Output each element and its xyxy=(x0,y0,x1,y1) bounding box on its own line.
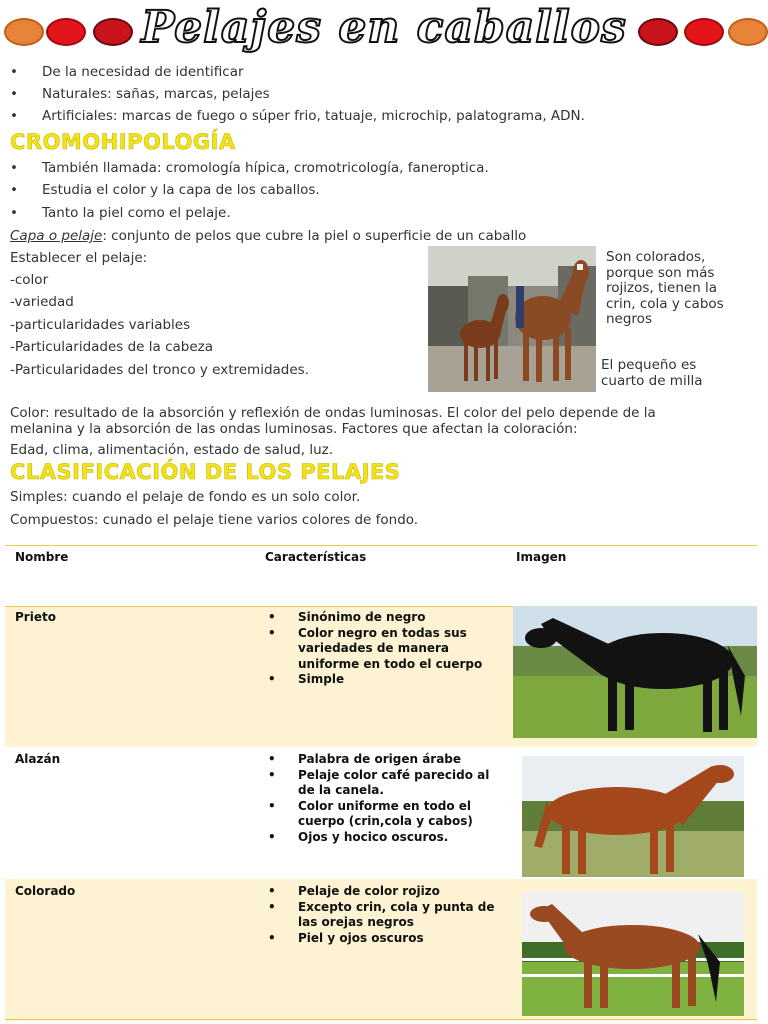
caption-line: rojizos, tienen la xyxy=(606,280,718,296)
intro-item: De la necesidad de identificar xyxy=(42,64,244,80)
decorative-dot xyxy=(684,18,724,46)
caption-pequeno xyxy=(601,358,703,389)
table-rule xyxy=(5,545,757,546)
establecer-item: -variedad xyxy=(10,294,74,310)
feature-item: • Palabra de origen árabe xyxy=(263,752,503,768)
feature-item: • Pelaje de color rojizo xyxy=(263,884,503,900)
row-features xyxy=(263,610,503,688)
bullet-marker: • xyxy=(10,86,18,102)
feature-item: • Color uniforme en todo el cuerpo (crin,cola y cabos) xyxy=(263,799,503,830)
bullet-marker: • xyxy=(10,108,18,124)
bullet-marker: • xyxy=(10,205,18,221)
decorative-dot xyxy=(4,18,44,46)
factores-text: Edad, clima, alimentación, estado de salud, luz. xyxy=(10,442,334,458)
section-heading-clasificacion: CLASIFICACIÓN DE LOS PELAJES xyxy=(10,460,401,484)
decorative-dot xyxy=(93,18,133,46)
caption-line: El pequeño es xyxy=(601,357,697,373)
color-paragraph xyxy=(10,406,656,437)
page-header xyxy=(0,0,768,60)
alazan-horse-photo xyxy=(522,756,744,877)
colorado-horse-photo xyxy=(522,892,744,1016)
table-header-caracteristicas: Características xyxy=(265,550,367,564)
establecer-item: -Particularidades del tronco y extremidades. xyxy=(10,362,310,378)
establecer-item: -Particularidades de la cabeza xyxy=(10,339,214,355)
caption-line: porque son más xyxy=(606,264,715,281)
table-rule xyxy=(5,1019,757,1020)
caption-line: negros xyxy=(606,311,652,327)
page-title: Pelajes en caballos xyxy=(141,2,627,53)
table-header-imagen: Imagen xyxy=(516,550,567,564)
feature-item: • Simple xyxy=(263,672,503,688)
simples-text: Simples: cuando el pelaje de fondo es un solo color. xyxy=(10,489,361,505)
row-name: Alazán xyxy=(15,752,61,766)
row-features xyxy=(263,884,503,946)
feature-item: • Sinónimo de negro xyxy=(263,610,503,626)
row-features xyxy=(263,752,503,845)
prieto-horse-photo xyxy=(513,606,757,738)
intro-list xyxy=(0,64,768,124)
compuestos-text: Compuestos: cunado el pelaje tiene varios colores de fondo. xyxy=(10,512,419,528)
caption-line: Son colorados, xyxy=(606,249,706,265)
table-row xyxy=(5,747,757,879)
bullet-marker: • xyxy=(10,64,18,80)
caption-colorados xyxy=(606,250,724,328)
intro-item: Naturales: sañas, marcas, pelajes xyxy=(42,86,270,102)
feature-item: • Color negro en todas sus variedades de manera uniforme en todo el cuerpo xyxy=(263,626,503,673)
decorative-dot xyxy=(46,18,86,46)
cromohipologia-list xyxy=(0,160,768,226)
establecer-item: -color xyxy=(10,272,49,288)
cromohipologia-item: Tanto la piel como el pelaje. xyxy=(42,205,231,221)
feature-item: • Excepto crin, cola y punta de las orejas negros xyxy=(263,900,503,931)
capa-term: Capa o pelaje xyxy=(10,228,103,244)
capa-definition-text: : conjunto de pelos que cubre la piel o superficie de un caballo xyxy=(102,228,527,244)
caption-line: cuarto de milla xyxy=(601,372,703,389)
feature-item: • Piel y ojos oscuros xyxy=(263,931,503,947)
cromohipologia-item: Estudia el color y la capa de los caballos. xyxy=(42,182,320,198)
table-header-nombre: Nombre xyxy=(15,550,69,564)
feature-item: • Pelaje color café parecido al de la canela. xyxy=(263,768,503,799)
section-heading-cromohipologia: CROMOHIPOLOGÍA xyxy=(10,130,236,154)
pelajes-table xyxy=(5,545,757,1023)
paragraph-line: Color: resultado de la absorción y reflexión de ondas luminosas. El color del pelo depende de la xyxy=(10,405,656,421)
cromohipologia-item: También llamada: cromología hípica, cromotricología, faneroptica. xyxy=(42,160,489,176)
decorative-dot xyxy=(638,18,678,46)
bullet-marker: • xyxy=(10,182,18,198)
intro-item: Artificiales: marcas de fuego o súper frio, tatuaje, microchip, palatograma, ADN. xyxy=(42,108,585,124)
barn-horses-photo xyxy=(428,246,596,392)
capa-definition xyxy=(10,228,526,245)
bullet-marker: • xyxy=(10,160,18,176)
paragraph-line: melanina y la absorción de las ondas luminosas. Factores que afectan la coloración: xyxy=(10,420,578,437)
table-row xyxy=(5,879,757,1021)
row-name: Prieto xyxy=(15,610,56,624)
row-name: Colorado xyxy=(15,884,76,898)
feature-item: • Ojos y hocico oscuros. xyxy=(263,830,503,846)
establecer-title: Establecer el pelaje: xyxy=(10,250,148,266)
table-row xyxy=(5,606,757,747)
caption-line: crin, cola y cabos xyxy=(606,295,724,312)
decorative-dot xyxy=(728,18,768,46)
establecer-item: -particularidades variables xyxy=(10,317,191,333)
